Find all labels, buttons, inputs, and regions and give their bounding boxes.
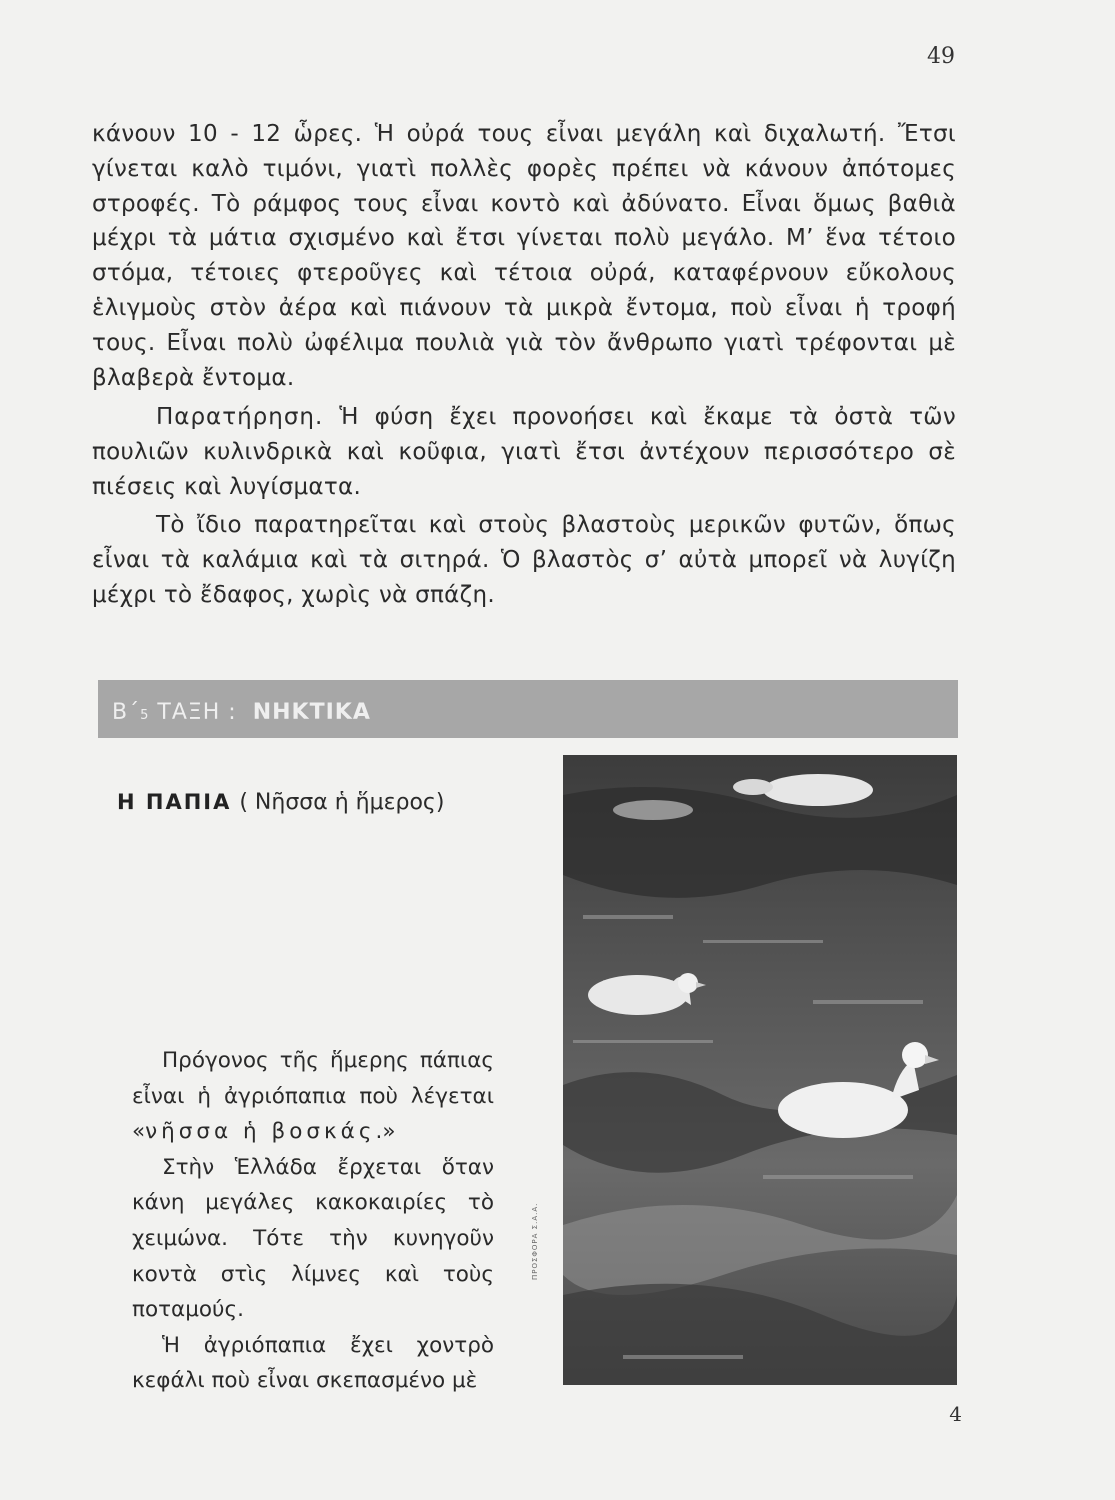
ducks-photo [563,755,957,1385]
class-label: Β΄ [112,700,141,725]
ducks-photo-image [563,755,957,1385]
title-main: Η ΠΑΠΙΑ [117,790,232,814]
page-number: 49 [927,44,955,69]
section-topic: ΝΗΚΤΙΚΑ [252,700,371,725]
observation-text: Ἡ φύση ἔχει προνοήσει καὶ ἔκαμε τὰ ὀστὰ τῶν πουλιῶν κυλινδρικὰ καὶ κοῦφια, γιατὶ ἔτσι ἀντέχουν περισσότερο σὲ πιέσεις καὶ λυγίσματα. [92,404,956,500]
article-text [132,1043,494,1399]
title-latin: ( Νῆσσα ἡ ἥμερος) [239,790,445,815]
article-text-d: Ἡ ἀγριόπαπια ἔχει χοντρὸ κεφάλι ποὺ εἶναι σκεπασμένο μὲ [132,1332,494,1394]
section-header [112,700,371,725]
class-sub: 5 [140,708,150,723]
article-text-a: Πρόγονος τῆς ἥμερης πάπιας εἶναι ἡ ἀγριόπαπια ποὺ λέγεται « [132,1048,494,1145]
paragraph-plant-stems: Τὸ ἴδιο παρατηρεῖται καὶ στοὺς βλαστοὺς μερικῶν φυτῶν, ὅπως εἶναι τὰ καλάμια καὶ τὰ σιτηρά. Ὁ βλαστὸς σ’ αὐτὰ μπορεῖ νὰ λυγίζη μέχρι τὸ ἔδαφος, χωρὶς νὰ σπάζη. [92,512,956,608]
class-word: ΤΑΞΗ : [157,700,237,725]
article-title [117,790,444,815]
photo-credit: ΠΡΟΣΦΟΡΑ Σ.Α.Α. [531,1202,539,1280]
paragraph-observation [92,400,956,504]
signature-mark: 4 [949,1402,962,1426]
latin-name: νῆσσα ἡ βοσκάς [145,1119,376,1145]
article-text-b: .» [375,1119,396,1145]
article-text-c: Στὴν Ἑλλάδα ἔρχεται ὅταν κάνη μεγάλες κακοκαιρίες τὸ χειμώνα. Τότε τὴν κυνηγοῦν κοντὰ στὶς λίμνες καὶ τοὺς ποταμούς. [132,1154,494,1323]
paragraph-wings-tail: κάνουν 10 - 12 ὧρες. Ἡ οὐρά τους εἶναι μεγάλη καὶ διχαλωτή. Ἔτσι γίνεται καλὸ τιμόνι, γιατὶ πολλὲς φορὲς πρέπει νὰ κάνουν ἀπότομες στροφές. Τὸ ράμφος τους εἶναι κοντὸ καὶ ἀδύνατο. Εἶναι ὅμως βαθιὰ μέχρι τὰ μάτια σχισμένο καὶ ἔτσι γίνεται πολὺ μεγάλο. Μ’ ἕνα τέτοιο στόμα, τέτοιες φτεροῦγες καὶ τέτοια οὐρά, καταφέρνουν εὔκολους ἑλιγμοὺς στὸν ἀέρα καὶ πιάνουν τὰ μικρὰ ἔντομα, ποὺ εἶναι ἡ τροφή τους. Εἶναι πολὺ ὠφέλιμα πουλιὰ γιὰ τὸν ἄνθρωπο γιατὶ τρέφονται μὲ βλαβερὰ ἔντομα. [92,121,956,391]
observation-label: Παρατήρηση. [156,404,324,430]
